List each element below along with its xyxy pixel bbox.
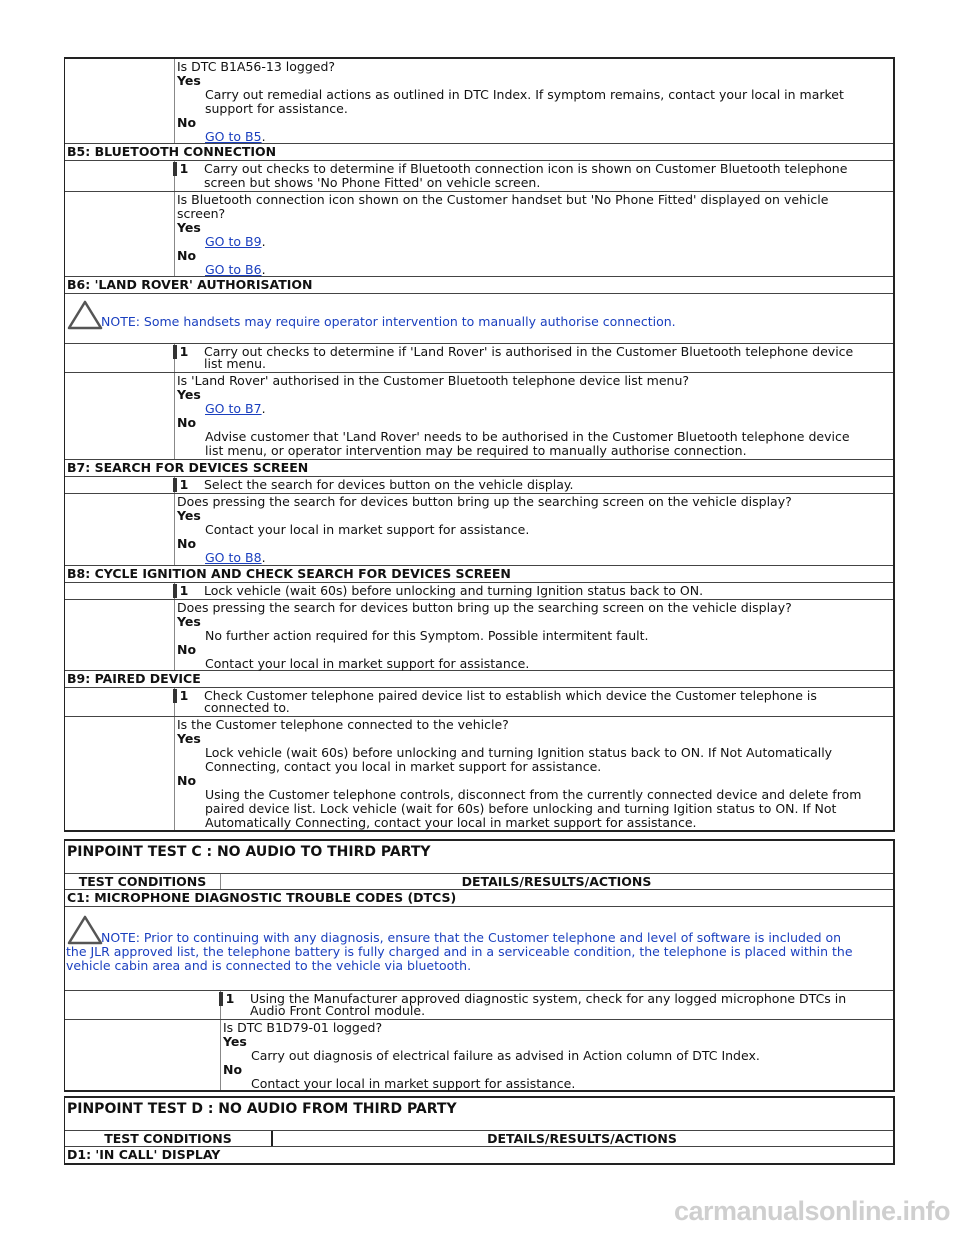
b7-step-row <box>65 477 893 494</box>
test-c-title: PINPOINT TEST C : NO AUDIO TO THIRD PARTY <box>65 841 893 874</box>
c1-step-line2: Audio Front Control module. <box>250 1003 426 1018</box>
b9-header: B9: PAIRED DEVICE <box>65 671 893 688</box>
b8-step-text: Lock vehicle (wait 60s) before unlocking and turning Ignition status back to ON. <box>204 583 704 598</box>
go-to-b8-link[interactable]: GO to B8 <box>205 550 262 565</box>
go-to-b6-link[interactable]: GO to B6 <box>205 262 262 277</box>
col-details-results-actions: DETAILS/RESULTS/ACTIONS <box>487 1131 677 1146</box>
yes-label: Yes <box>177 614 201 629</box>
yes-action-line2: support for assistance. <box>205 101 348 116</box>
b9-step-row <box>65 688 893 717</box>
b6-result-cell <box>174 373 893 459</box>
no-label: No <box>177 248 197 263</box>
b5-step-line1: Carry out checks to determine if Bluetooth connection icon is shown on Customer Bluetooth telephone <box>204 161 848 176</box>
c1-note-line1: NOTE: Prior to continuing with any diagnosis, ensure that the Customer telephone and level of software is included on <box>101 930 842 945</box>
go-to-b9-link[interactable]: GO to B9 <box>205 234 262 249</box>
b9-result-cell <box>174 717 893 830</box>
no-action: Contact your local in market support for assistance. <box>205 656 530 671</box>
b8-question: Does pressing the search for devices button bring up the searching screen on the vehicle display? <box>177 600 792 615</box>
b6-step-cell <box>174 344 893 372</box>
period: . <box>261 550 266 565</box>
b9-step-cell <box>174 688 893 716</box>
no-label: No <box>177 773 197 788</box>
c1-step-cell <box>220 991 893 1019</box>
step-number: 1 <box>219 992 237 1006</box>
no-label: No <box>223 1062 243 1077</box>
no-action-line2: list menu, or operator intervention may be required to manually authorise connection. <box>205 443 747 458</box>
b7-step-cell <box>174 477 893 493</box>
period: . <box>261 401 266 416</box>
yes-label: Yes <box>177 508 201 523</box>
c1-result-cell <box>220 1020 893 1090</box>
b7-step-text: Select the search for devices button on the vehicle display. <box>204 477 574 492</box>
b7-result-cell <box>174 494 893 565</box>
c1-note-line2: the JLR approved list, the telephone battery is fully charged and in a serviceable condition, the telephone is placed within the <box>66 944 853 959</box>
c1-note-line3: vehicle cabin area and is connected to the vehicle via bluetooth. <box>66 958 472 973</box>
yes-label: Yes <box>177 731 201 746</box>
col-test-conditions: TEST CONDITIONS <box>78 874 207 889</box>
c1-step-line1: Using the Manufacturer approved diagnostic system, check for any logged microphone DTCs in <box>250 991 847 1006</box>
no-label: No <box>177 536 197 551</box>
b5-step-line2: screen but shows 'No Phone Fitted' on vehicle screen. <box>204 175 541 190</box>
yes-action: No further action required for this Symptom. Possible intermitent fault. <box>205 628 649 643</box>
b4-result-row <box>65 59 893 144</box>
d1-header: D1: 'IN CALL' DISPLAY <box>65 1147 893 1165</box>
pinpoint-test-b-table <box>64 57 895 832</box>
yes-label: Yes <box>177 220 201 235</box>
no-label: No <box>177 115 197 130</box>
b6-result-row <box>65 373 893 460</box>
yes-action-line2: Connecting, contact you local in market support for assistance. <box>205 759 602 774</box>
step-number: 1 <box>173 584 191 598</box>
yes-label: Yes <box>177 73 201 88</box>
go-to-b7-link[interactable]: GO to B7 <box>205 401 262 416</box>
yes-action-line1: Carry out remedial actions as outlined in DTC Index. If symptom remains, contact your local in market <box>205 87 844 102</box>
b8-step-cell <box>174 583 893 599</box>
yes-action: Contact your local in market support for assistance. <box>205 522 530 537</box>
go-to-b5-link[interactable]: GO to B5 <box>205 129 262 144</box>
c1-step-row <box>65 991 893 1020</box>
c1-header: C1: MICROPHONE DIAGNOSTIC TROUBLE CODES (DTCS) <box>65 890 893 907</box>
no-action-line1: Using the Customer telephone controls, disconnect from the currently connected device and delete from <box>205 787 862 802</box>
yes-action: Carry out diagnosis of electrical failure as advised in Action column of DTC Index. <box>251 1048 760 1063</box>
b4-question: Is DTC B1A56-13 logged? <box>177 59 336 74</box>
step-number: 1 <box>173 162 191 176</box>
period: . <box>261 129 266 144</box>
c1-result-row <box>65 1020 893 1092</box>
yes-label: Yes <box>177 387 201 402</box>
no-action: Contact your local in market support for assistance. <box>251 1076 576 1091</box>
step-number: 1 <box>173 478 191 492</box>
step-number: 1 <box>173 689 191 703</box>
no-label: No <box>177 415 197 430</box>
no-label: No <box>177 642 197 657</box>
col-details-results-actions: DETAILS/RESULTS/ACTIONS <box>461 874 652 889</box>
test-c-column-headers <box>65 874 893 890</box>
pinpoint-test-d-table <box>64 1096 895 1165</box>
period: . <box>261 262 266 277</box>
pinpoint-test-c-table <box>64 839 895 1092</box>
b6-header: B6: 'LAND ROVER' AUTHORISATION <box>65 277 893 294</box>
b5-result-cell <box>174 192 893 276</box>
b5-step-row <box>65 161 893 192</box>
b8-header: B8: CYCLE IGNITION AND CHECK SEARCH FOR DEVICES SCREEN <box>65 566 893 583</box>
period: . <box>261 234 266 249</box>
b6-step-line2: list menu. <box>204 356 267 371</box>
b7-result-row <box>65 494 893 566</box>
no-action-line3: Automatically Connecting, contact your local in market support for assistance. <box>205 815 697 830</box>
no-action-line2: paired device list. Lock vehicle (wait for 60s) before unlocking and turning Igition status to ON. If Not <box>205 801 837 816</box>
b4-result-cell <box>174 59 893 143</box>
test-d-title: PINPOINT TEST D : NO AUDIO FROM THIRD PARTY <box>65 1098 893 1131</box>
b9-step-line2: connected to. <box>204 700 290 715</box>
yes-action-line1: Lock vehicle (wait 60s) before unlocking and turning Ignition status back to ON. If Not Automatically <box>205 745 833 760</box>
b5-step-cell <box>174 161 893 191</box>
yes-label: Yes <box>223 1034 247 1049</box>
warning-triangle-icon <box>67 300 103 330</box>
b9-question: Is the Customer telephone connected to the vehicle? <box>177 717 509 732</box>
b6-step-line1: Carry out checks to determine if 'Land Rover' is authorised in the Customer Bluetooth telephone device <box>204 344 854 359</box>
b7-header: B7: SEARCH FOR DEVICES SCREEN <box>65 460 893 477</box>
b6-note-row <box>65 294 893 344</box>
b5-header: B5: BLUETOOTH CONNECTION <box>65 144 893 161</box>
c1-question: Is DTC B1D79-01 logged? <box>223 1020 383 1035</box>
b8-step-row <box>65 583 893 600</box>
col-test-conditions: TEST CONDITIONS <box>104 1131 232 1146</box>
b8-result-cell <box>174 600 893 670</box>
test-d-column-headers <box>65 1131 893 1147</box>
b9-step-line1: Check Customer telephone paired device list to establish which device the Customer telephone is <box>204 688 817 703</box>
b6-step-row <box>65 344 893 373</box>
b7-question: Does pressing the search for devices button bring up the searching screen on the vehicle display? <box>177 494 792 509</box>
step-number: 1 <box>173 345 191 359</box>
b5-question-line1: Is Bluetooth connection icon shown on the Customer handset but 'No Phone Fitted' displayed on vehicle <box>177 192 829 207</box>
b5-result-row <box>65 192 893 277</box>
b6-question: Is 'Land Rover' authorised in the Customer Bluetooth telephone device list menu? <box>177 373 690 388</box>
b5-question-line2: screen? <box>177 206 226 221</box>
b8-result-row <box>65 600 893 671</box>
b9-result-row <box>65 717 893 832</box>
c1-note-row <box>65 907 893 991</box>
watermark-logo: carmanualsonline.info <box>673 1196 950 1226</box>
b6-note-text: NOTE: Some handsets may require operator intervention to manually authorise connection. <box>101 314 676 329</box>
no-action-line1: Advise customer that 'Land Rover' needs to be authorised in the Customer Bluetooth telephone device <box>205 429 850 444</box>
